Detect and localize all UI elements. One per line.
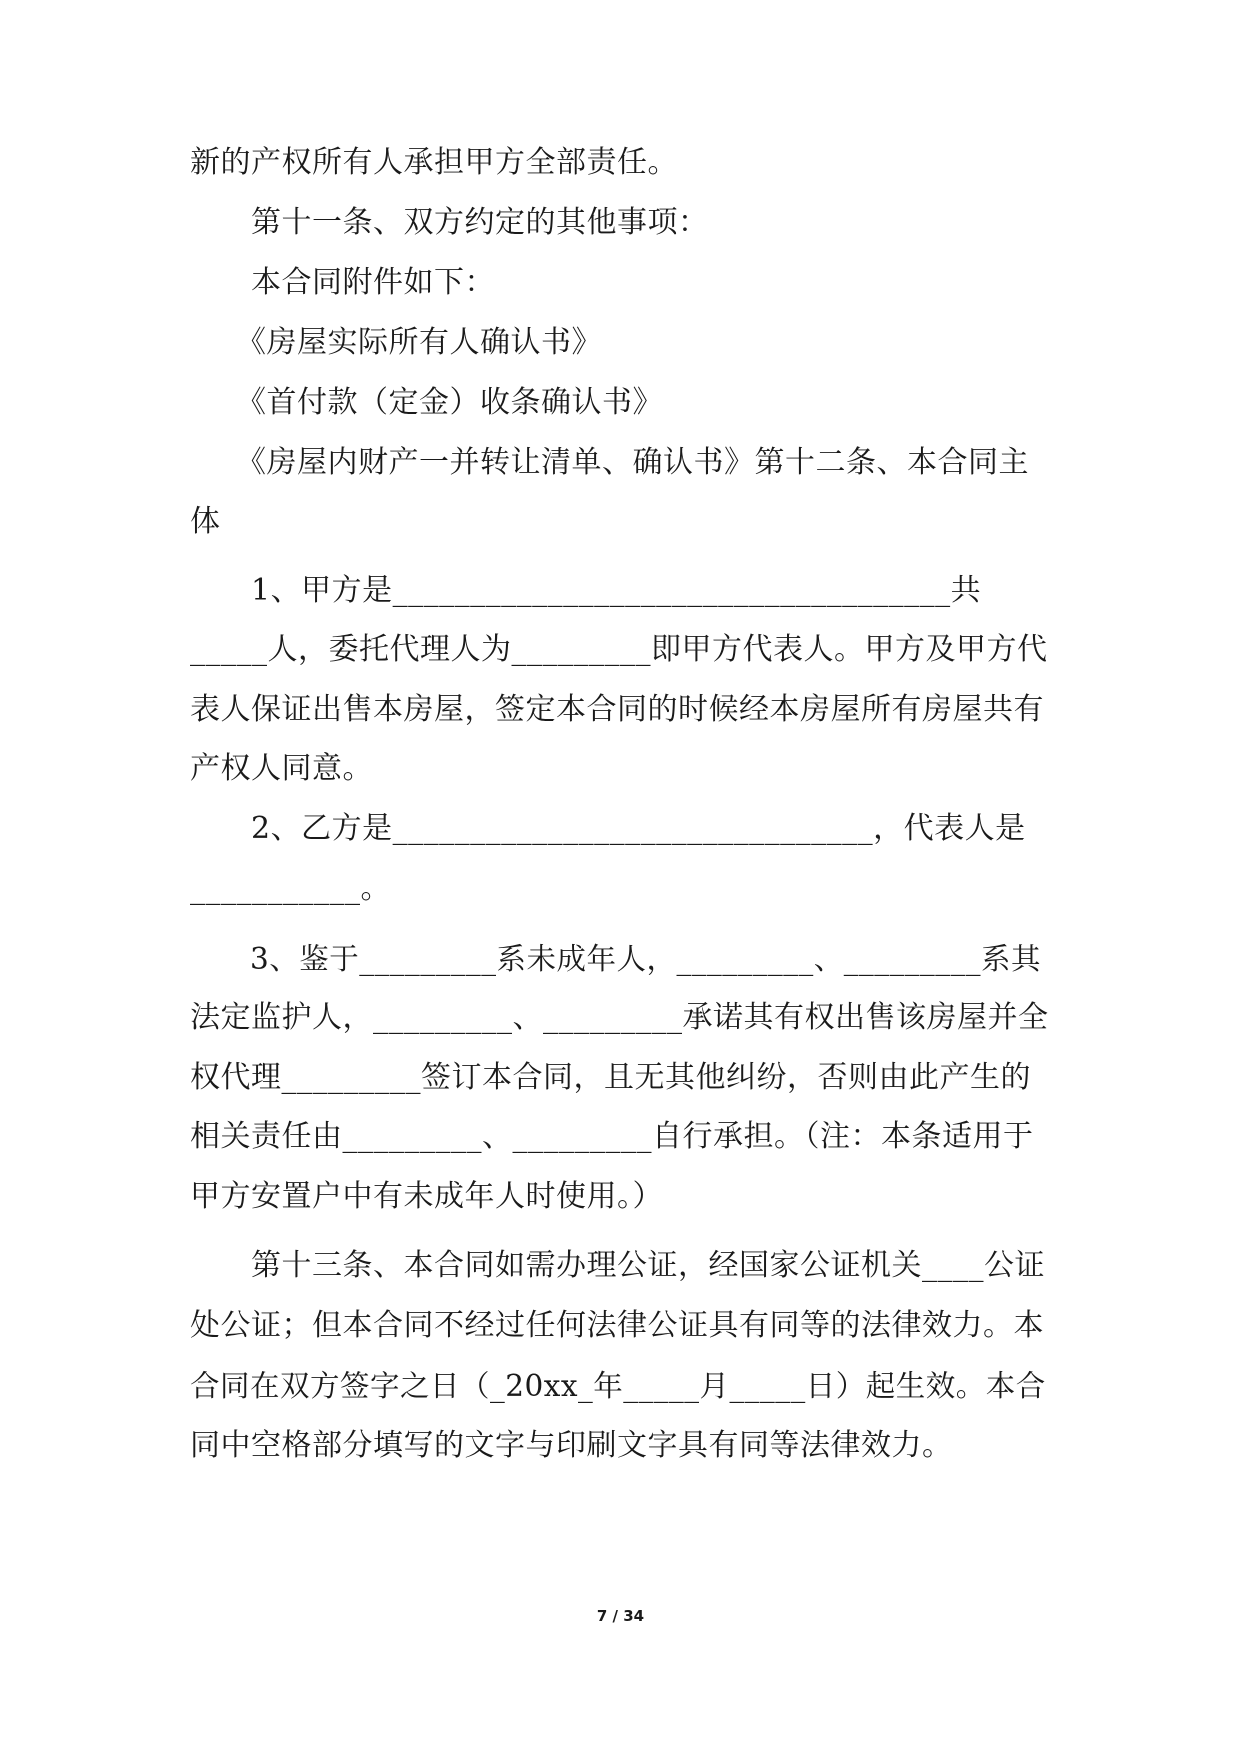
page-number: 7 / 34: [596, 1607, 645, 1625]
paragraph-line: 第十三条、本合同如需办理公证，经国家公证机关____公证: [190, 1248, 1045, 1283]
paragraph-line: 法定监护人，_________、_________承诺其有权出售该房屋并全: [190, 1000, 1049, 1035]
paragraph-line: 相关责任由_________、_________自行承担。（注：本条适用于: [190, 1119, 1034, 1154]
paragraph-line: ___________。: [190, 871, 391, 906]
paragraph-line: 2、乙方是_______________________________，代表人是: [190, 811, 1026, 846]
paragraph-line: 同中空格部分填写的文字与印刷文字具有同等法律效力。: [190, 1428, 953, 1463]
paragraph-line: 《房屋内财产一并转让清单、确认书》第十二条、本合同主: [190, 445, 1029, 480]
paragraph-line: 本合同附件如下：: [190, 265, 495, 300]
paragraph-line: 1、甲方是____________________________________共: [190, 573, 982, 608]
paragraph-line: 产权人同意。: [190, 751, 373, 786]
paragraph-line: 权代理_________签订本合同，且无其他纠纷，否则由此产生的: [190, 1060, 1031, 1095]
paragraph-line: 第十一条、双方约定的其他事项：: [190, 205, 709, 240]
paragraph-line: 甲方安置户中有未成年人时使用。）: [190, 1179, 663, 1214]
paragraph-line: 体: [190, 504, 221, 539]
paragraph-line: 处公证；但本合同不经过任何法律公证具有同等的法律效力。本: [190, 1308, 1044, 1343]
paragraph-line: 新的产权所有人承担甲方全部责任。: [190, 145, 678, 180]
paragraph-line: 合同在双方签字之日（_20xx_年_____月_____日）起生效。本合: [190, 1369, 1046, 1403]
paragraph-line: 3、鉴于_________系未成年人，_________、_________系其: [190, 942, 1042, 976]
paragraph-line: 《房屋实际所有人确认书》: [190, 325, 602, 360]
paragraph-line: 《首付款（定金）收条确认书》: [190, 385, 663, 420]
paragraph-line: _____人，委托代理人为_________即甲方代表人。甲方及甲方代: [190, 632, 1048, 667]
paragraph-line: 表人保证出售本房屋，签定本合同的时候经本房屋所有房屋共有: [190, 692, 1044, 727]
